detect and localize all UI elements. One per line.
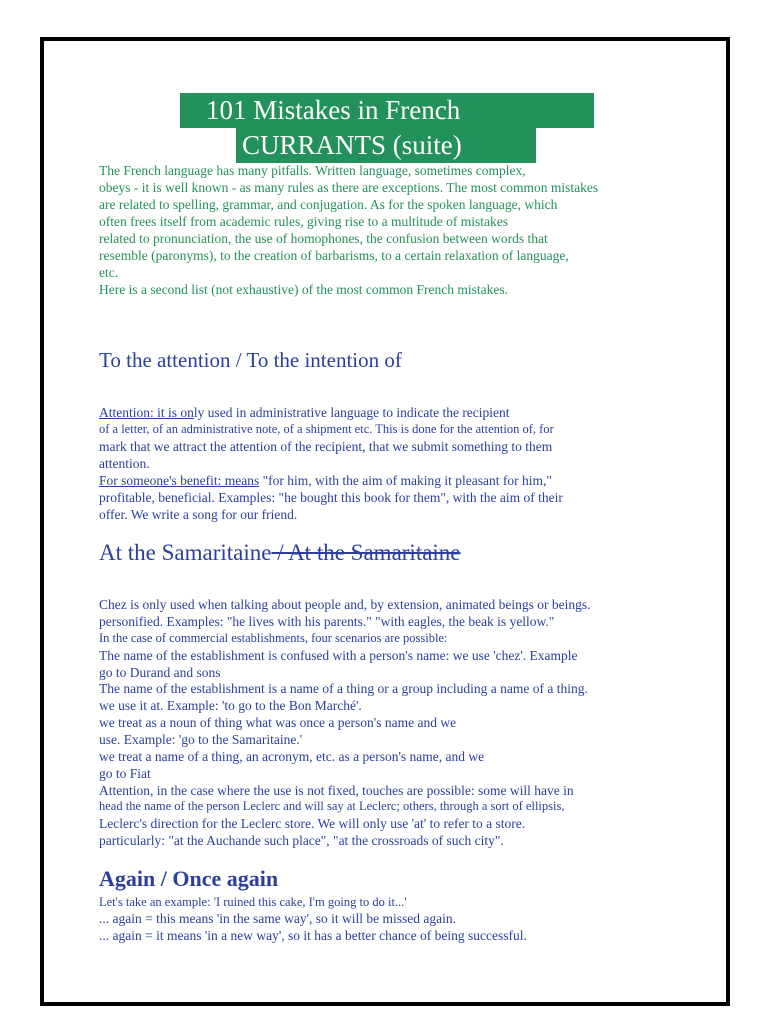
section2-line: use. Example: 'go to the Samaritaine.'	[99, 732, 303, 747]
section3-line: ... again = this means 'in the same way', so it will be missed again.	[99, 911, 457, 926]
intro-line: Here is a second list (not exhaustive) of the most common French mistakes.	[99, 282, 509, 297]
intro-line: are related to spelling, grammar, and conjugation. As for the spoken language, which	[99, 197, 558, 212]
intro-line: resemble (paronyms), to the creation of barbarisms, to a certain relaxation of language,	[99, 248, 569, 263]
title-banner-line-1	[180, 93, 594, 128]
title-banner-line-2	[236, 128, 536, 163]
section1-line: of a letter, of an administrative note, of a shipment etc. This is done for the attention of, for	[99, 422, 554, 436]
benefit-term: For someone's benefit: means	[99, 473, 260, 488]
section3-line: ... again = it means 'in a new way', so it has a better chance of being successful.	[99, 928, 527, 943]
intro-line: The French language has many pitfalls. Written language, sometimes complex,	[99, 163, 526, 178]
section1-line: offer. We write a song for our friend.	[99, 507, 298, 522]
intro-line: etc.	[99, 265, 119, 280]
section2-line: Chez is only used when talking about people and, by extension, animated beings or beings.	[99, 597, 591, 612]
section2-line: Leclerc's direction for the Leclerc store. We will only use 'at' to refer to a store.	[99, 816, 526, 831]
section1-line: profitable, beneficial. Examples: "he bought this book for them", with the aim of their	[99, 490, 563, 505]
section-heading-samaritaine	[99, 540, 461, 566]
section1-text: "for him, with the aim of making it pleasant for him,"	[259, 473, 552, 488]
heading-struck: / At the Samaritaine	[271, 540, 461, 565]
section2-line: personified. Examples: "he lives with his parents." "with eagles, the beak is yellow."	[99, 614, 555, 629]
section2-line: The name of the establishment is a name of a thing or a group including a name of a thing.	[99, 681, 588, 696]
section1-line	[99, 405, 510, 421]
section1-line	[99, 473, 552, 489]
title-line-1: 101 Mistakes in French	[206, 95, 461, 125]
heading-correct: At the Samaritaine	[99, 540, 272, 565]
section2-line: head the name of the person Leclerc and will say at Leclerc; others, through a sort of ellipsis,	[99, 799, 565, 813]
section1-text: ly used in administrative language to indicate the recipient	[193, 405, 510, 420]
section2-line: we use it at. Example: 'to go to the Bon Marché'.	[99, 698, 362, 713]
intro-line: often frees itself from academic rules, giving rise to a multitude of mistakes	[99, 214, 509, 229]
intro-line: related to pronunciation, the use of homophones, the confusion between words that	[99, 231, 548, 246]
section2-line: The name of the establishment is confused with a person's name: we use 'chez'. Example	[99, 648, 578, 663]
section-heading-attention: To the attention / To the intention of	[99, 348, 402, 372]
section2-line: particularly: "at the Auchande such place", "at the crossroads of such city".	[99, 833, 504, 848]
section-heading-again: Again / Once again	[99, 866, 279, 891]
section1-line: attention.	[99, 456, 150, 471]
title-line-2: CURRANTS (suite)	[242, 130, 462, 160]
section2-line: go to Fiat	[99, 766, 151, 781]
section2-line: Attention, in the case where the use is not fixed, touches are possible: some will have in	[99, 783, 574, 798]
attention-term: Attention: it is on	[99, 405, 194, 420]
section2-line: go to Durand and sons	[99, 665, 221, 680]
section2-line: we treat as a noun of thing what was once a person's name and we	[99, 715, 457, 730]
section2-line: In the case of commercial establishments, four scenarios are possible:	[99, 631, 448, 645]
section3-line: Let's take an example: 'I ruined this cake, I'm going to do it...'	[99, 895, 407, 909]
section2-line: we treat a name of a thing, an acronym, etc. as a person's name, and we	[99, 749, 485, 764]
intro-line: obeys - it is well known - as many rules as there are exceptions. The most common mistakes	[99, 180, 599, 195]
section1-line: mark that we attract the attention of the recipient, that we submit something to them	[99, 439, 553, 454]
